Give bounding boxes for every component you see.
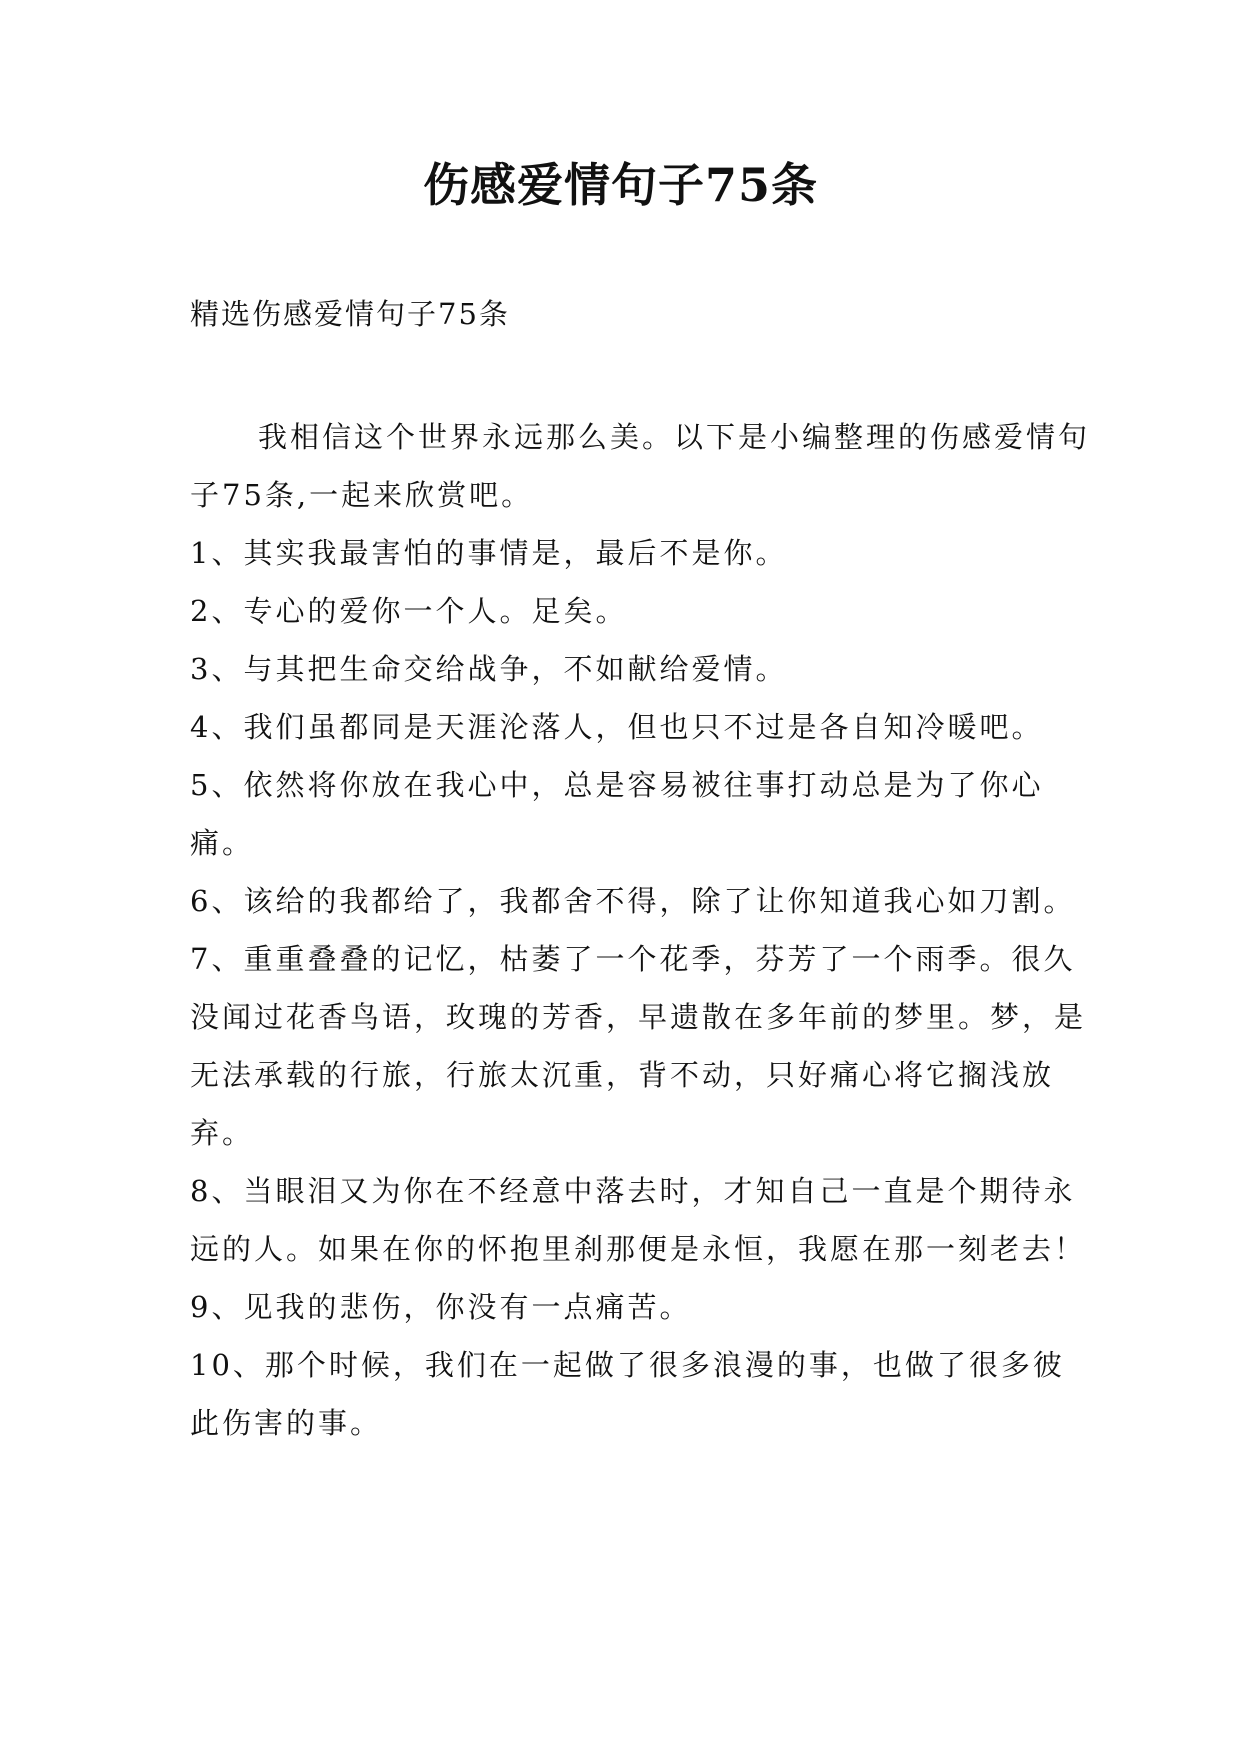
document-subtitle: 精选伤感爱情句子75条: [190, 297, 510, 331]
list-item: 9、见我的悲伤，你没有一点痛苦。: [190, 1290, 692, 1324]
list-item: 2、专心的爱你一个人。足矣。: [190, 594, 628, 628]
list-item: 6、该给的我都给了，我都舍不得，除了让你知道我心如刀割。: [190, 884, 1076, 918]
document-title: 伤感爱情句子75条: [422, 158, 818, 212]
list-item: 5、依然将你放在我心中，总是容易被往事打动总是为了你心痛。: [190, 768, 1044, 860]
list-item: 3、与其把生命交给战争，不如献给爱情。: [190, 652, 788, 686]
list-item: 1、其实我最害怕的事情是，最后不是你。: [190, 536, 788, 570]
intro-paragraph: 我相信这个世界永远那么美。以下是小编整理的伤感爱情句子75条,一起来欣赏吧。: [190, 420, 1091, 512]
list-item: 7、重重叠叠的记忆，枯萎了一个花季，芬芳了一个雨季。很久没闻过花香鸟语，玫瑰的芳香，早遗散在多年前的梦里。梦，是无法承载的行旅，行旅太沉重，背不动，只好痛心将它搁浅放弃。: [190, 942, 1087, 1150]
document-body: [190, 408, 1090, 1452]
list-item: 4、我们虽都同是天涯沦落人，但也只不过是各自知冷暖吧。: [190, 710, 1044, 744]
list-item: 8、当眼泪又为你在不经意中落去时，才知自己一直是个期待永远的人。如果在你的怀抱里刹那便是永恒，我愿在那一刻老去！: [190, 1174, 1087, 1266]
list-item: 10、那个时候，我们在一起做了很多浪漫的事，也做了很多彼此伤害的事。: [190, 1348, 1065, 1440]
